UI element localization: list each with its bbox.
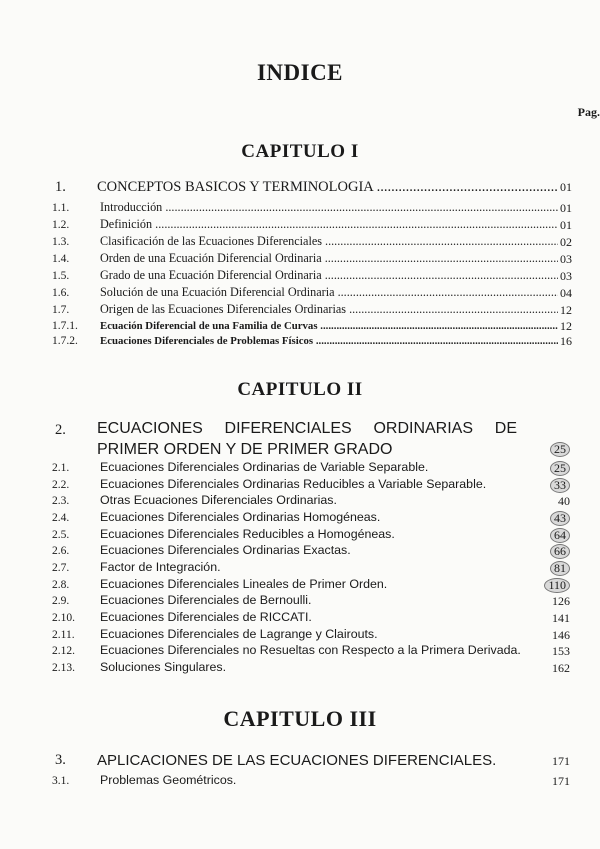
entry-page: 81	[550, 561, 570, 576]
entry-page: 33	[550, 478, 570, 493]
entry-page: 12	[560, 303, 572, 317]
entry-page: 01	[560, 201, 572, 215]
entry-page: 126	[552, 594, 570, 608]
entry-number: 1.	[55, 179, 66, 195]
entry-page: 141	[552, 611, 570, 625]
entry-number: 2.12.	[52, 645, 75, 657]
entry-page: 162	[552, 661, 570, 675]
entry-number: 2.2.	[52, 479, 70, 491]
entry-number: 1.7.	[52, 304, 70, 316]
toc-entry	[0, 268, 600, 284]
toc-main-entry	[0, 179, 600, 195]
toc-entry	[0, 527, 600, 543]
toc-entry	[0, 318, 600, 334]
entry-page: 03	[560, 269, 572, 283]
toc-entry	[0, 285, 600, 301]
entry-number: 2.8.	[52, 579, 70, 591]
toc-entry	[0, 460, 600, 476]
entry-page: 01	[560, 180, 572, 194]
entry-title: Factor de Integración.	[100, 560, 221, 574]
entry-page: 25	[550, 442, 570, 457]
entry-title: Orden de una Ecuación Diferencial Ordinaria .....	[100, 251, 558, 266]
entry-page: 171	[552, 754, 570, 768]
entry-page: 146	[552, 628, 570, 642]
entry-page: 04	[560, 286, 572, 300]
entry-number: 1.5.	[52, 270, 70, 282]
entry-title: Solución de una Ecuación Diferencial Ordinaria .....	[100, 285, 558, 300]
entry-title: Definición .....	[100, 217, 558, 232]
entry-number: 2.	[55, 422, 66, 438]
entry-page: 16	[560, 334, 572, 348]
entry-title: Introducción .....	[100, 200, 558, 215]
entry-number: 2.10.	[52, 612, 75, 624]
entry-page: 171	[552, 774, 570, 788]
entry-title: Ecuaciones Diferenciales Ordinarias Reducibles a Variable Separable.	[100, 477, 487, 491]
toc-entry	[0, 543, 600, 559]
toc-entry	[0, 477, 600, 493]
entry-number: 2.1.	[52, 462, 70, 474]
entry-page: 01	[560, 218, 572, 232]
chapter-heading: CAPITULO II	[237, 379, 363, 400]
entry-page: 153	[552, 644, 570, 658]
entry-page: 03	[560, 252, 572, 266]
toc-entry	[0, 560, 600, 576]
entry-page: 110	[544, 578, 570, 593]
entry-page: 02	[560, 235, 572, 249]
toc-entry	[0, 773, 600, 789]
entry-title: Ecuaciones Diferenciales de Lagrange y Clairouts.	[100, 627, 378, 641]
entry-title: Ecuaciones Diferenciales Ordinarias Homogéneas.	[100, 510, 381, 524]
toc-entry	[0, 251, 600, 267]
toc-entry	[0, 493, 600, 509]
entry-title: Ecuaciones Diferenciales no Resueltas con Respecto a la Primera Derivada.	[100, 643, 521, 657]
entry-number: 2.11.	[52, 629, 75, 641]
entry-number: 2.13.	[52, 662, 75, 674]
page-column-label: Pag.	[577, 105, 600, 119]
toc-entry	[0, 200, 600, 216]
toc-entry	[0, 217, 600, 233]
entry-number: 2.6.	[52, 545, 70, 557]
entry-number: 2.7.	[52, 562, 70, 574]
entry-number: 2.4.	[52, 512, 70, 524]
entry-title: APLICACIONES DE LAS ECUACIONES DIFERENCIALES.	[97, 752, 497, 769]
entry-title: Ecuación Diferencial de una Familia de Curvas .....	[100, 320, 558, 332]
entry-page: 25	[550, 461, 570, 476]
entry-title: Clasificación de las Ecuaciones Diferenciales .....	[100, 234, 558, 249]
entry-page: 64	[550, 528, 570, 543]
toc-entry	[0, 627, 600, 643]
entry-number: 3.	[55, 752, 66, 768]
entry-number: 1.3.	[52, 236, 70, 248]
entry-title: Soluciones Singulares.	[100, 660, 227, 674]
chapter-heading: CAPITULO I	[241, 141, 359, 162]
entry-page: 40	[558, 494, 570, 508]
entry-title: Problemas Geométricos.	[100, 773, 237, 787]
entry-title: Otras Ecuaciones Diferenciales Ordinarias.	[100, 493, 337, 507]
toc-main-entry	[0, 752, 600, 772]
toc-entry	[0, 234, 600, 250]
entry-number: 3.1.	[52, 775, 70, 787]
entry-title: Grado de una Ecuación Diferencial Ordinaria .....	[100, 268, 558, 283]
toc-entry	[0, 302, 600, 318]
toc-main-entry	[0, 418, 600, 460]
entry-title: Origen de las Ecuaciones Diferenciales Ordinarias .....	[100, 302, 558, 317]
entry-title: ECUACIONES DIFERENCIALES ORDINARIAS DE PRIMER ORDEN Y DE PRIMER GRADO	[97, 420, 517, 458]
entry-number: 1.2.	[52, 219, 70, 231]
entry-page: 12	[560, 319, 572, 333]
entry-title: Ecuaciones Diferenciales de Problemas Físicos .....	[100, 335, 558, 347]
entry-number: 1.6.	[52, 287, 70, 299]
toc-entry	[0, 660, 600, 676]
entry-title: Ecuaciones Diferenciales Ordinarias de Variable Separable.	[100, 460, 429, 474]
entry-number: 1.7.1.	[52, 320, 78, 332]
toc-entry	[0, 510, 600, 526]
toc-entry	[0, 643, 600, 659]
entry-number: 1.7.2.	[52, 335, 78, 347]
entry-title: Ecuaciones Diferenciales de RICCATI.	[100, 610, 312, 624]
entry-title: CONCEPTOS BASICOS Y TERMINOLOGIA .....	[97, 179, 558, 196]
chapter-heading: CAPITULO III	[223, 706, 377, 731]
entry-title: Ecuaciones Diferenciales de Bernoulli.	[100, 593, 312, 607]
entry-number: 2.3.	[52, 495, 70, 507]
entry-number: 1.1.	[52, 202, 70, 214]
entry-number: 1.4.	[52, 253, 70, 265]
page-title: INDICE	[256, 60, 344, 85]
entry-number: 2.9.	[52, 595, 70, 607]
entry-page: 66	[550, 544, 570, 559]
entry-number: 2.5.	[52, 529, 70, 541]
toc-entry	[0, 610, 600, 626]
toc-entry	[0, 577, 600, 593]
entry-title: Ecuaciones Diferenciales Reducibles a Homogéneas.	[100, 527, 395, 541]
entry-title: Ecuaciones Diferenciales Ordinarias Exactas.	[100, 543, 351, 557]
toc-entry	[0, 593, 600, 609]
entry-page: 43	[550, 511, 570, 526]
entry-title: Ecuaciones Diferenciales Lineales de Primer Orden.	[100, 577, 388, 591]
toc-entry	[0, 333, 600, 349]
